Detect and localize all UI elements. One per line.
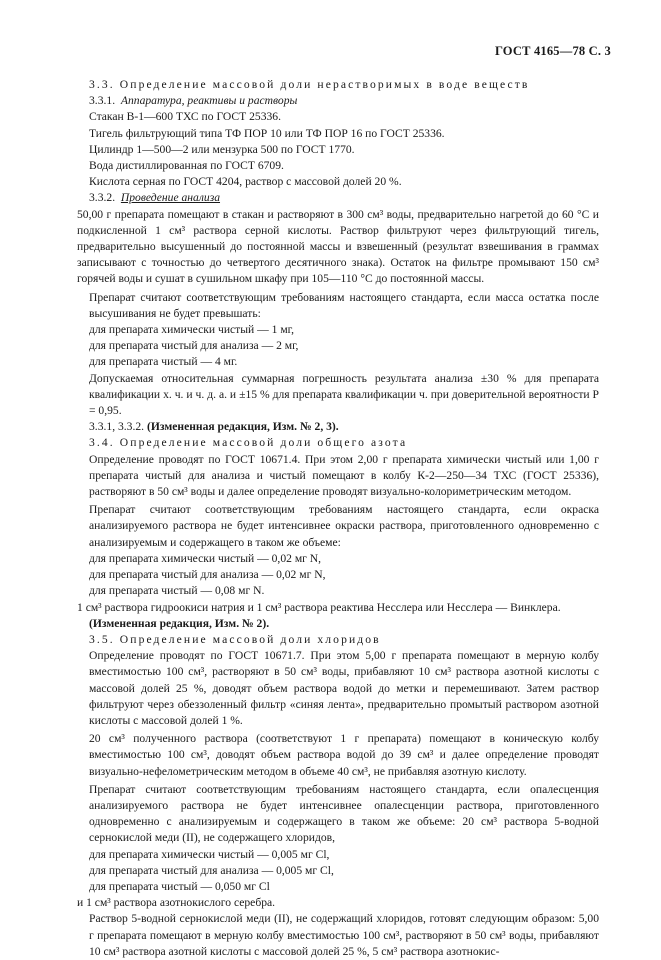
paragraph: Препарат считают соответствующим требованиям настоящего стандарта, если окраска анализируемого раствора не будет интенсивнее окраски раствора, приготовленного одновременно с анализируемым и содержащего в таком же объеме: [89,503,599,549]
paragraph: Препарат считают соответствующим требованиям настоящего стандарта, если опалесценция анализируемого раствора не будет интенсивнее опалесценции раствора, приготовленного одновременно с анализируемым и содержащего в таком же объеме: 20 см³ раствора 5-водной сернокислой меди (II), не содержащего хлоридов, [89,782,599,845]
equipment-line: Цилиндр 1—500—2 или мензурка 500 по ГОСТ 1770. [89,142,355,156]
subsection-3-3-2: 3.3.2. Проведение анализа [89,191,221,205]
equipment-line: Тигель фильтрующий типа ТФ ПОР 10 или ТФ ПОР 16 по ГОСТ 25336. [89,126,445,140]
equipment-line: Вода дистиллированная по ГОСТ 6709. [89,159,284,173]
paragraph: 1 см³ раствора гидроокиси натрия и 1 см³ раствора реактива Несслера или Несслера — Винклера. [77,600,561,614]
list-item: для препарата химически чистый — 1 мг, [89,323,295,337]
amendment-note: 3.3.1, 3.3.2. (Измененная редакция, Изм. № 2, 3). [89,420,339,434]
list-item: для препарата чистый для анализа — 0,02 мг N, [89,568,326,582]
section-heading-3-5: 3.5. Определение массовой доли хлоридов [89,632,381,646]
subsection-3-3-1: 3.3.1. Аппаратура, реактивы и растворы [89,94,298,108]
amendment-note: (Измененная редакция, Изм. № 2). [89,616,270,630]
list-item: для препарата химически чистый — 0,02 мг N, [89,551,322,565]
paragraph: 50,00 г препарата помещают в стакан и растворяют в 300 см³ воды, предварительно нагретой до 60 °С и подкисленной 1 см³ раствора серной кислоты. Раствор фильтруют через фильтрующий тигель, предварительно высушенный до постоянной массы и взвешенный (результат взвешивания в граммах записывают с точностью до четвертого десятичного знака). Остаток на фильтре промывают 150 см³ горячей воды и сушат в сушильном шкафу при 105—110 °С до постоянной массы. [77,207,599,286]
paragraph: и 1 см³ раствора азотнокислого серебра. [77,896,276,910]
paragraph: 20 см³ полученного раствора (соответствуют 1 г препарата) помещают в коническую колбу вместимостью 100 см³, доводят объем раствора водой до 39 см³ и далее определение проводят визуально-нефелометрическим методом в объеме 40 см³, не прибавляя азотную кислоту. [89,732,599,778]
section-heading-3-3: 3.3. Определение массовой доли нерастворимых в воде веществ [89,78,530,91]
list-item: для препарата химически чистый — 0,005 мг Cl, [89,847,330,861]
page-header: ГОСТ 4165—78 С. 3 [494,44,611,58]
section-heading-3-4: 3.4. Определение массовой доли общего азота [89,436,408,450]
list-item: для препарата чистый — 4 мг. [89,355,238,369]
paragraph: Допускаемая относительная суммарная погрешность результата анализа ±30 % для препарата квалификации х. ч. и ч. д. а. и ±15 % для препарата квалификации ч. при доверительной вероятности Р = 0,95. [89,371,599,418]
list-item: для препарата чистый — 0,050 мг Cl [89,879,270,893]
list-item: для препарата чистый для анализа — 0,005 мг Cl, [89,863,334,877]
paragraph: Препарат считают соответствующим требованиям настоящего стандарта, если масса остатка после высушивания не будет превышать: [89,290,599,320]
list-item: для препарата чистый — 0,08 мг N. [89,584,265,598]
paragraph: Раствор 5-водной сернокислой меди (II), не содержащий хлоридов, готовят следующим образом: 5,00 г препарата помещают в мерную колбу вместимостью 100 см³, растворяют в 50 см³ воды, прибавляют 10 см³ раствора азотной кислоты с массовой долей 25 %, 5 см³ раствора азотнокис- [89,912,599,958]
equipment-line: Стакан В-1—600 ТХС по ГОСТ 25336. [89,110,281,124]
paragraph: Определение проводят по ГОСТ 10671.4. При этом 2,00 г препарата химически чистый или 1,00 г препарата чистый для анализа и чистый помещают в колбу К-2—250—34 ТХС (ГОСТ 25336), растворяют в 50 см³ воды и далее определение проводят визуально-колориметрическим методом. [89,452,599,499]
document-body [77,77,599,960]
paragraph: Определение проводят по ГОСТ 10671.7. При этом 5,00 г препарата помещают в мерную колбу вместимостью 100 см³, растворяют в 50 см³ воды, прибавляют 10 см³ раствора азотной кислоты с массовой долей 25 %, доводят объем раствора водой до метки и перемешивают. Затем раствор фильтруют через обеззоленный фильтр «синяя лента», предварительно промытый раствором азотной кислоты с массовой долей 1 %. [89,649,599,727]
list-item: для препарата чистый для анализа — 2 мг, [89,339,299,353]
equipment-line: Кислота серная по ГОСТ 4204, раствор с массовой долей 20 %. [89,175,402,189]
